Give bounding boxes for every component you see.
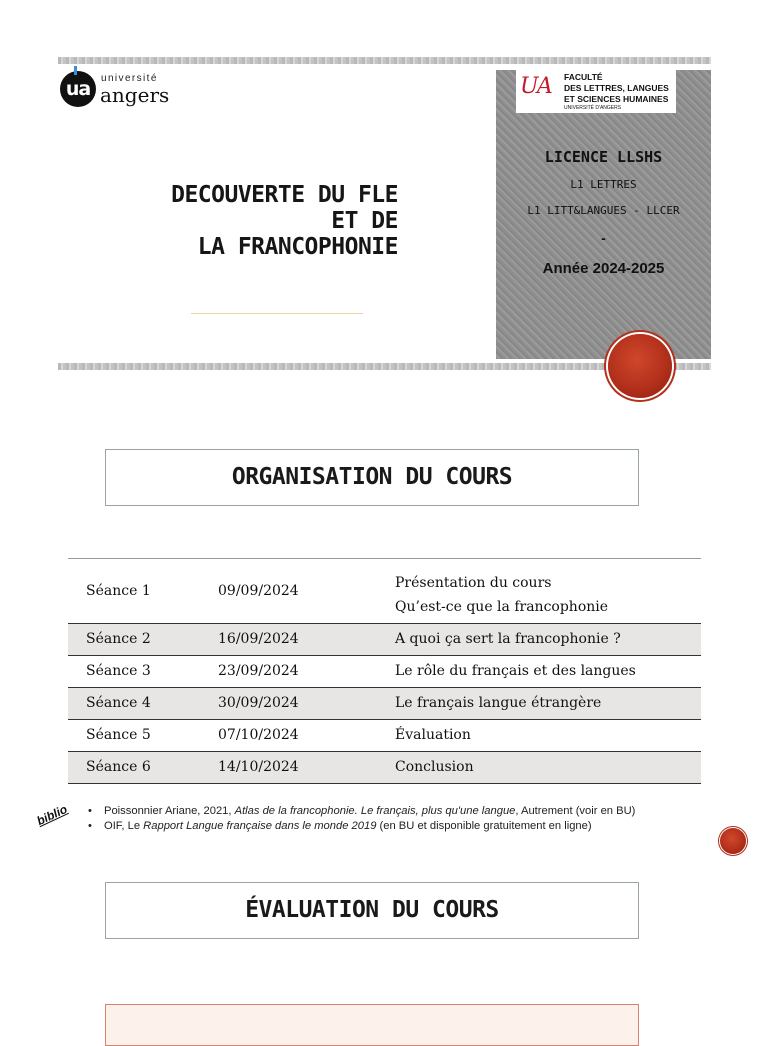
session-date: 07/10/2024 (218, 727, 299, 743)
faculty-line-1: FACULTÉ (564, 72, 603, 82)
evaluation-content-box (105, 1004, 639, 1046)
title-slide (58, 57, 711, 371)
faculty-small-text: UNIVERSITÉ D'ANGERS (564, 105, 622, 111)
session-date: 14/10/2024 (218, 759, 299, 775)
session-topic: Évaluation (395, 727, 471, 743)
universite-angers-logo (60, 69, 180, 109)
red-circle-decoration-small (720, 828, 746, 854)
list-item (88, 819, 635, 834)
session-label: Séance 2 (86, 631, 151, 647)
session-label: Séance 1 (86, 583, 151, 599)
bibliography-list (88, 804, 635, 834)
faculty-logo (516, 70, 676, 113)
course-title-line-2: ET DE (331, 208, 398, 234)
biblio-2-title: Rapport Langue française dans le monde 2019 (143, 820, 377, 832)
top-texture-band (58, 57, 711, 64)
session-label: Séance 3 (86, 663, 151, 679)
faculty-line-2: DES LETTRES, LANGUES (564, 83, 669, 93)
ua-logo-accent (74, 66, 77, 75)
course-info-panel (496, 70, 711, 359)
session-date: 23/09/2024 (218, 663, 299, 679)
course-title-line-1: DECOUVERTE DU FLE (171, 182, 398, 208)
title-underline (191, 313, 363, 314)
course-title (118, 182, 398, 260)
info-dash: - (601, 230, 606, 246)
biblio-1-author: Poissonnier Ariane, 2021, (104, 805, 235, 817)
session-date: 30/09/2024 (218, 695, 299, 711)
licence-label: LICENCE LLSHS (544, 148, 663, 166)
session-label: Séance 4 (86, 695, 151, 711)
session-topic-line-2: Qu’est-ce que la francophonie (395, 599, 609, 615)
ua-logo-mark: ua (60, 71, 96, 107)
session-topic: A quoi ça sert la francophonie ? (395, 631, 621, 647)
table-row (68, 624, 701, 656)
table-row (68, 656, 701, 688)
list-item (88, 804, 635, 819)
biblio-2-note: (en BU et disponible gratuitement en ligne) (376, 820, 592, 832)
course-title-line-3: LA FRANCOPHONIE (197, 234, 398, 260)
session-topic (395, 571, 608, 619)
table-row (68, 559, 701, 624)
bullet: • (88, 805, 92, 817)
table-row (68, 720, 701, 752)
table-row (68, 688, 701, 720)
session-label: Séance 6 (86, 759, 151, 775)
session-date: 09/09/2024 (218, 583, 299, 599)
session-topic-line-1: Présentation du cours (395, 575, 552, 591)
session-label: Séance 5 (86, 727, 151, 743)
session-topic: Conclusion (395, 759, 474, 775)
faculty-line-3: ET SCIENCES HUMAINES (564, 94, 669, 104)
biblio-2-author: OIF, Le (104, 820, 144, 832)
biblio-1-publisher: , Autrement (voir en BU) (515, 805, 636, 817)
academic-year: Année 2024-2025 (542, 260, 665, 277)
session-topic: Le français langue étrangère (395, 695, 602, 711)
biblio-tag: biblio (34, 801, 70, 829)
biblio-1-title: Atlas de la francophonie. Le français, plus qu'une langue (234, 805, 516, 817)
schedule-table (68, 558, 701, 784)
faculty-logo-text (564, 72, 669, 111)
red-circle-decoration (608, 334, 672, 398)
bullet: • (88, 820, 92, 832)
faculty-logo-mark: UA (520, 74, 552, 99)
logo-angers-text: angers (100, 83, 170, 107)
session-date: 16/09/2024 (218, 631, 299, 647)
program-line-2: L1 LITT&LANGUES - LLCER (527, 204, 680, 217)
program-line-1: L1 LETTRES (570, 178, 637, 191)
evaluation-title: ÉVALUATION DU COURS (105, 882, 639, 939)
session-topic: Le rôle du français et des langues (395, 663, 636, 679)
organisation-title: ORGANISATION DU COURS (105, 449, 639, 506)
logo-universite-text: université (101, 73, 158, 84)
table-row (68, 752, 701, 784)
